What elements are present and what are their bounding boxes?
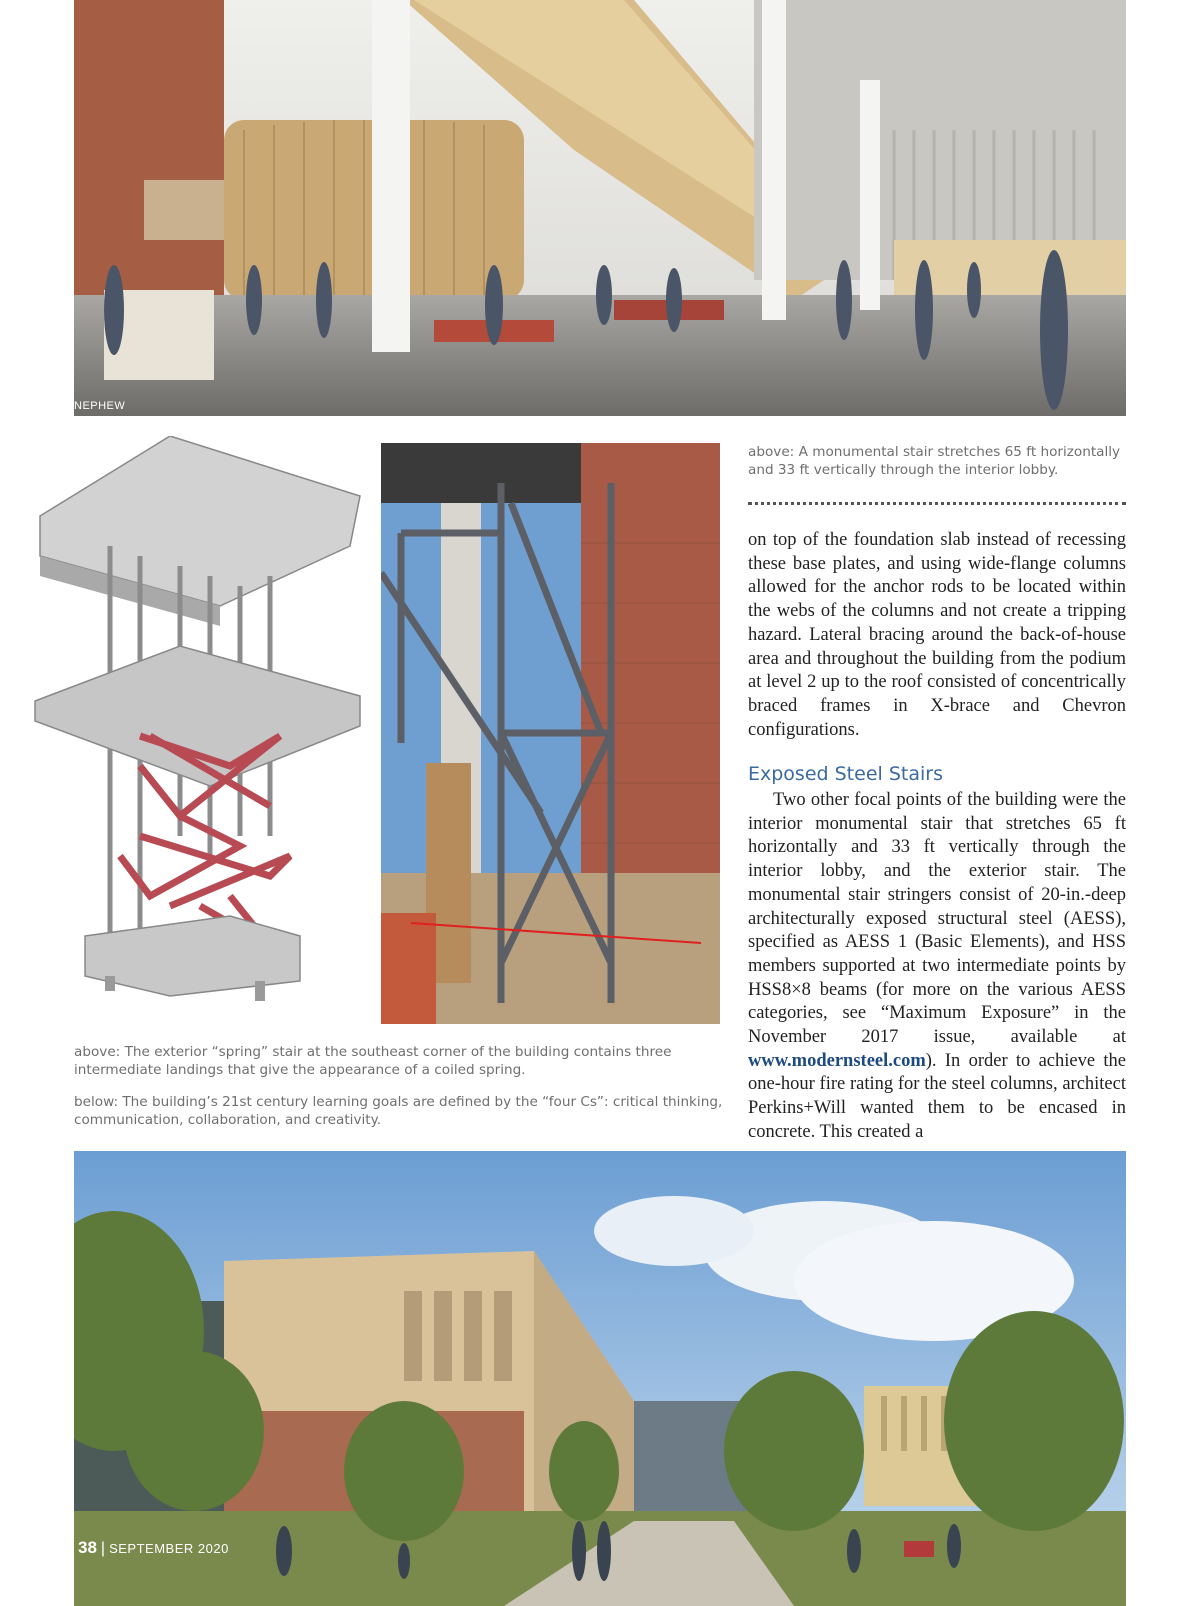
article-text: ). In order to achieve the one-hour fire rating for the steel columns, architect Perkins+Will wanted them to be encased in concrete. This created a	[748, 1050, 1126, 1142]
article-paragraph	[748, 789, 1126, 1142]
caption-learning-goals: below: The building’s 21st century learning goals are defined by the “four Cs”: critical thinking, communication, collaboration, and creativity.	[74, 1094, 723, 1128]
caption-spring-stair: above: The exterior “spring” stair at the southeast corner of the building contains three intermediate landings that give the appearance of a coiled spring.	[74, 1044, 672, 1078]
article-text: Two other focal points of the building were the interior monumental stair that stretches 65 ft horizontally and 33 ft vertically through the interior lobby, and the exterior stair. The monumental stair stringers consist of 20-in.-deep architecturally exposed structural steel (AESS), specified as AESS 1 (Basic Elements), and HSS members supported at two intermediate points by HSS8×8 beams (for more on the various AESS categories, see “Maximum Exposure” in the November 2017 issue, available at	[748, 790, 1126, 1048]
campus-rendering-image	[74, 1151, 1126, 1606]
modernsteel-link[interactable]: www.modernsteel.com	[748, 1050, 926, 1071]
stair-construction-photo	[381, 443, 720, 1024]
stair-3d-model-image	[30, 436, 370, 1026]
issue-date: SEPTEMBER 2020	[109, 1541, 229, 1556]
article-paragraph: on top of the foundation slab instead of recessing these base plates, and using wide-flange columns allowed for the anchor rods to be located within the webs of the columns and not create a tripping hazard. Lateral bracing around the back-of-house area and throughout the building from the podium at level 2 up to the roof consisted of concentrically braced frames in X-brace and Chevron configurations.	[748, 530, 1126, 740]
caption-monumental-stair: above: A monumental stair stretches 65 ft horizontally and 33 ft vertically through the interior lobby.	[748, 444, 1121, 478]
page-folio	[78, 1538, 229, 1558]
section-heading: Exposed Steel Stairs	[748, 763, 943, 785]
photo-credit: NEPHEW	[74, 400, 126, 412]
lobby-rendering-image	[74, 0, 1126, 416]
folio-separator: |	[100, 1540, 106, 1557]
page-number: 38	[78, 1538, 97, 1557]
dotted-divider	[748, 502, 1126, 505]
